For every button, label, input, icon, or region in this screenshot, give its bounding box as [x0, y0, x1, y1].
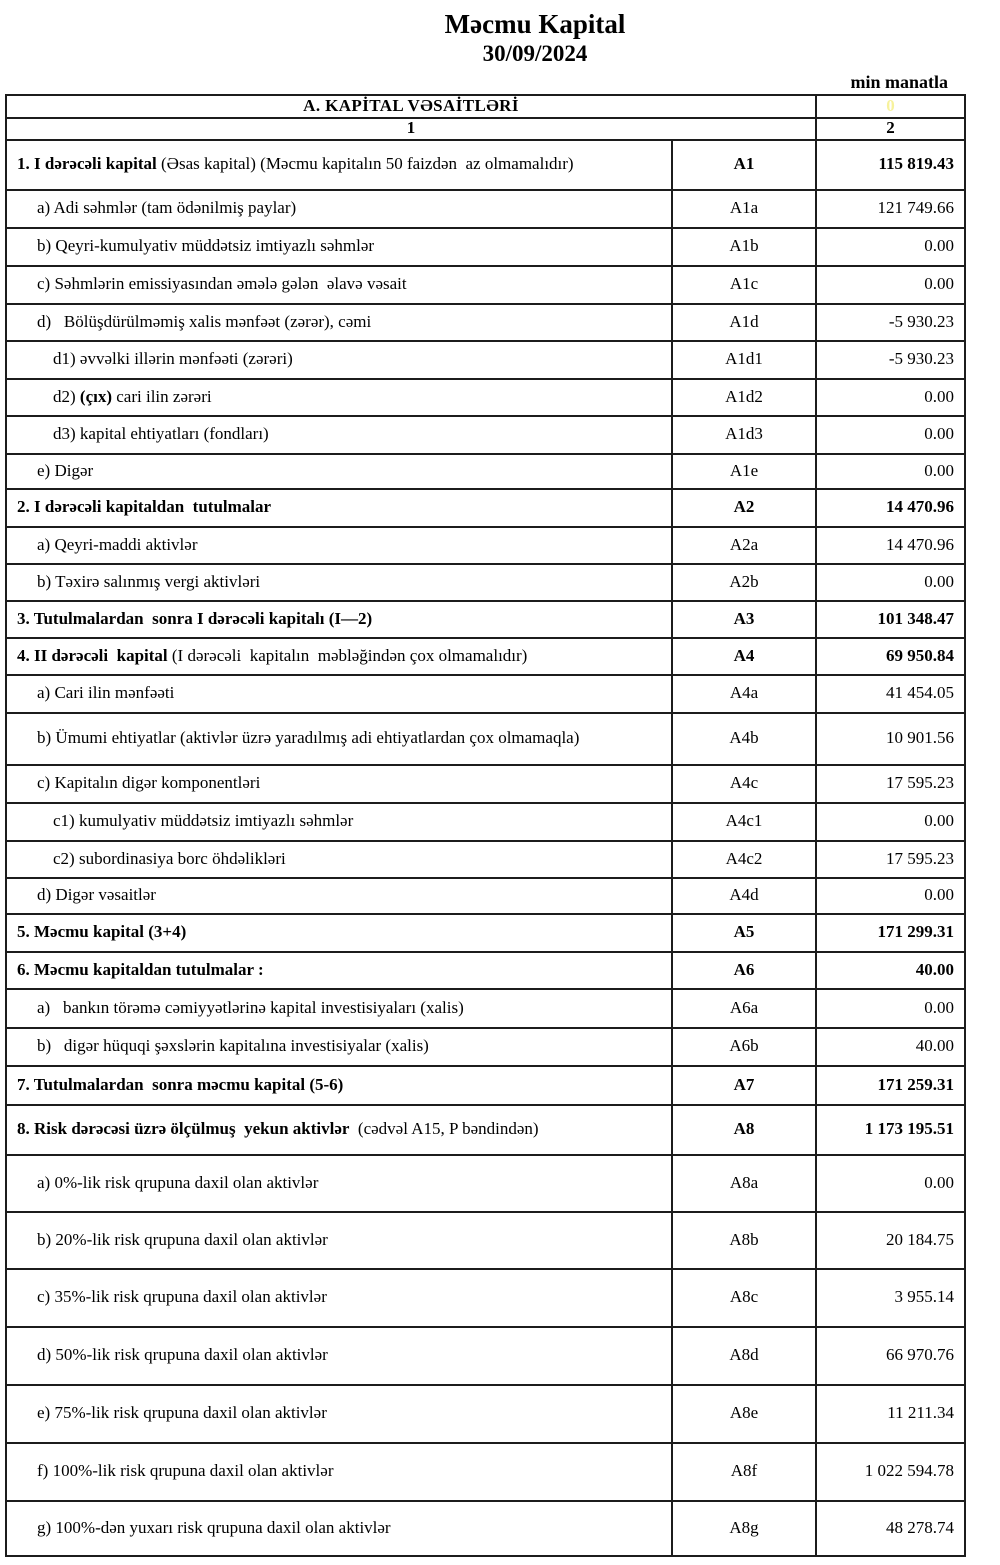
table-body	[6, 140, 965, 1556]
table-row	[6, 341, 965, 379]
row-code: A4c1	[672, 803, 816, 841]
column-index-right: 2	[816, 118, 965, 140]
row-label: c) 35%-lik risk qrupuna daxil olan aktivlər	[6, 1269, 672, 1327]
row-code: A1a	[672, 190, 816, 228]
row-value: 41 454.05	[816, 675, 965, 713]
table-row	[6, 713, 965, 765]
row-value: 14 470.96	[816, 527, 965, 564]
row-code: A1d	[672, 304, 816, 341]
table-row	[6, 489, 965, 527]
row-code: A1e	[672, 454, 816, 489]
row-code: A1d2	[672, 379, 816, 416]
row-value: 0.00	[816, 416, 965, 454]
row-value: 14 470.96	[816, 489, 965, 527]
row-value: 11 211.34	[816, 1385, 965, 1443]
table-row	[6, 989, 965, 1028]
row-value: 69 950.84	[816, 638, 965, 675]
row-code: A8f	[672, 1443, 816, 1501]
table-row	[6, 190, 965, 228]
table-row	[6, 638, 965, 675]
row-value: 48 278.74	[816, 1501, 965, 1556]
row-code: A4a	[672, 675, 816, 713]
row-value: 40.00	[816, 1028, 965, 1066]
row-label: c) Kapitalın digər komponentləri	[6, 765, 672, 803]
report-date: 30/09/2024	[482, 41, 588, 67]
row-value: 171 259.31	[816, 1066, 965, 1105]
row-code: A2b	[672, 564, 816, 601]
row-label: 6. Məcmu kapitaldan tutulmalar :	[6, 952, 672, 989]
row-label: b) 20%-lik risk qrupuna daxil olan aktivlər	[6, 1212, 672, 1269]
table-row	[6, 878, 965, 914]
row-value: 1 022 594.78	[816, 1443, 965, 1501]
row-value: 20 184.75	[816, 1212, 965, 1269]
row-label: 4. II dərəcəli kapital (I dərəcəli kapitalın məbləğindən çox olmamalıdır)	[6, 638, 672, 675]
row-value: 0.00	[816, 266, 965, 304]
table-row	[6, 1212, 965, 1269]
row-label: d2) (çıx) cari ilin zərəri	[6, 379, 672, 416]
row-code: A8c	[672, 1269, 816, 1327]
row-code: A4d	[672, 878, 816, 914]
row-label: c1) kumulyativ müddətsiz imtiyazlı səhmlər	[6, 803, 672, 841]
row-value: 0.00	[816, 379, 965, 416]
unit-note: min manatla	[850, 71, 948, 92]
row-label: 2. I dərəcəli kapitaldan tutulmalar	[6, 489, 672, 527]
row-label: a) Qeyri-maddi aktivlər	[6, 527, 672, 564]
row-label: b) Qeyri-kumulyativ müddətsiz imtiyazlı səhmlər	[6, 228, 672, 266]
row-code: A6a	[672, 989, 816, 1028]
row-label: d3) kapital ehtiyatları (fondları)	[6, 416, 672, 454]
row-value: 10 901.56	[816, 713, 965, 765]
table-row	[6, 1105, 965, 1155]
row-code: A4c2	[672, 841, 816, 878]
table-row	[6, 1028, 965, 1066]
row-value: 0.00	[816, 564, 965, 601]
row-label: d) Digər vəsaitlər	[6, 878, 672, 914]
table-row	[6, 416, 965, 454]
row-value: -5 930.23	[816, 304, 965, 341]
row-code: A5	[672, 914, 816, 952]
row-code: A4	[672, 638, 816, 675]
row-value: 0.00	[816, 878, 965, 914]
row-label: d) Bölüşdürülməmiş xalis mənfəət (zərər), cəmi	[6, 304, 672, 341]
row-value: 17 595.23	[816, 765, 965, 803]
row-label: a) Cari ilin mənfəəti	[6, 675, 672, 713]
table-row	[6, 841, 965, 878]
table-row	[6, 914, 965, 952]
row-value: -5 930.23	[816, 341, 965, 379]
row-value: 101 348.47	[816, 601, 965, 638]
row-label: e) Digər	[6, 454, 672, 489]
row-label: 3. Tutulmalardan sonra I dərəcəli kapitalı (I—2)	[6, 601, 672, 638]
table-row	[6, 140, 965, 190]
row-label: g) 100%-dən yuxarı risk qrupuna daxil olan aktivlər	[6, 1501, 672, 1556]
table-row	[6, 952, 965, 989]
table-row	[6, 803, 965, 841]
row-code: A4c	[672, 765, 816, 803]
table-row	[6, 765, 965, 803]
page-title: Məcmu Kapital	[444, 9, 626, 39]
row-code: A4b	[672, 713, 816, 765]
row-code: A6b	[672, 1028, 816, 1066]
row-label: c2) subordinasiya borc öhdəlikləri	[6, 841, 672, 878]
table-row	[6, 1066, 965, 1105]
table-row	[6, 304, 965, 341]
row-code: A8e	[672, 1385, 816, 1443]
row-label: a) bankın törəmə cəmiyyətlərinə kapital investisiyaları (xalis)	[6, 989, 672, 1028]
row-code: A8d	[672, 1327, 816, 1385]
row-code: A1d3	[672, 416, 816, 454]
row-value: 1 173 195.51	[816, 1105, 965, 1155]
table-row	[6, 1269, 965, 1327]
column-index-left: 1	[6, 118, 816, 140]
row-code: A3	[672, 601, 816, 638]
table-row	[6, 601, 965, 638]
row-code: A8	[672, 1105, 816, 1155]
row-code: A8a	[672, 1155, 816, 1212]
table-row	[6, 228, 965, 266]
row-code: A7	[672, 1066, 816, 1105]
row-label: b) digər hüquqi şəxslərin kapitalına investisiyalar (xalis)	[6, 1028, 672, 1066]
table-row	[6, 1327, 965, 1385]
table-row	[6, 266, 965, 304]
row-value: 0.00	[816, 228, 965, 266]
table-row	[6, 379, 965, 416]
row-label: f) 100%-lik risk qrupuna daxil olan aktivlər	[6, 1443, 672, 1501]
table-column-index-row	[6, 118, 965, 140]
section-title: A. KAPİTAL VƏSAİTLƏRİ	[6, 95, 816, 118]
row-label: 8. Risk dərəcəsi üzrə ölçülmuş yekun aktivlər (cədvəl A15, P bəndindən)	[6, 1105, 672, 1155]
capital-table	[5, 94, 966, 1557]
row-value: 0.00	[816, 803, 965, 841]
row-label: e) 75%-lik risk qrupuna daxil olan aktivlər	[6, 1385, 672, 1443]
row-label: a) 0%-lik risk qrupuna daxil olan aktivlər	[6, 1155, 672, 1212]
row-code: A6	[672, 952, 816, 989]
table-row	[6, 1155, 965, 1212]
table-row	[6, 564, 965, 601]
row-label: c) Səhmlərin emissiyasından əmələ gələn əlavə vəsait	[6, 266, 672, 304]
row-label: 1. I dərəcəli kapital (Əsas kapital) (Məcmu kapitalın 50 faizdən az olmamalıdır)	[6, 140, 672, 190]
row-value: 0.00	[816, 454, 965, 489]
row-code: A1c	[672, 266, 816, 304]
row-label: d) 50%-lik risk qrupuna daxil olan aktivlər	[6, 1327, 672, 1385]
table-row	[6, 1501, 965, 1556]
row-value: 0.00	[816, 1155, 965, 1212]
row-value: 121 749.66	[816, 190, 965, 228]
row-label: d1) əvvəlki illərin mənfəəti (zərəri)	[6, 341, 672, 379]
table-row	[6, 454, 965, 489]
row-label: b) Təxirə salınmış vergi aktivləri	[6, 564, 672, 601]
table-row	[6, 527, 965, 564]
row-code: A8b	[672, 1212, 816, 1269]
table-row	[6, 675, 965, 713]
row-code: A8g	[672, 1501, 816, 1556]
row-value: 17 595.23	[816, 841, 965, 878]
row-value: 40.00	[816, 952, 965, 989]
row-value: 0.00	[816, 989, 965, 1028]
table-row	[6, 1385, 965, 1443]
section-value: 0	[816, 95, 965, 118]
row-code: A2a	[672, 527, 816, 564]
row-value: 3 955.14	[816, 1269, 965, 1327]
table-section-header-row	[6, 95, 965, 118]
row-code: A1b	[672, 228, 816, 266]
row-code: A1	[672, 140, 816, 190]
row-value: 115 819.43	[816, 140, 965, 190]
row-value: 66 970.76	[816, 1327, 965, 1385]
row-label: 7. Tutulmalardan sonra məcmu kapital (5-6)	[6, 1066, 672, 1105]
row-label: 5. Məcmu kapital (3+4)	[6, 914, 672, 952]
row-code: A1d1	[672, 341, 816, 379]
row-label: a) Adi səhmlər (tam ödənilmiş paylar)	[6, 190, 672, 228]
row-code: A2	[672, 489, 816, 527]
table-row	[6, 1443, 965, 1501]
row-value: 171 299.31	[816, 914, 965, 952]
row-label: b) Ümumi ehtiyatlar (aktivlər üzrə yaradılmış adi ehtiyatlardan çox olmamaqla)	[6, 713, 672, 765]
